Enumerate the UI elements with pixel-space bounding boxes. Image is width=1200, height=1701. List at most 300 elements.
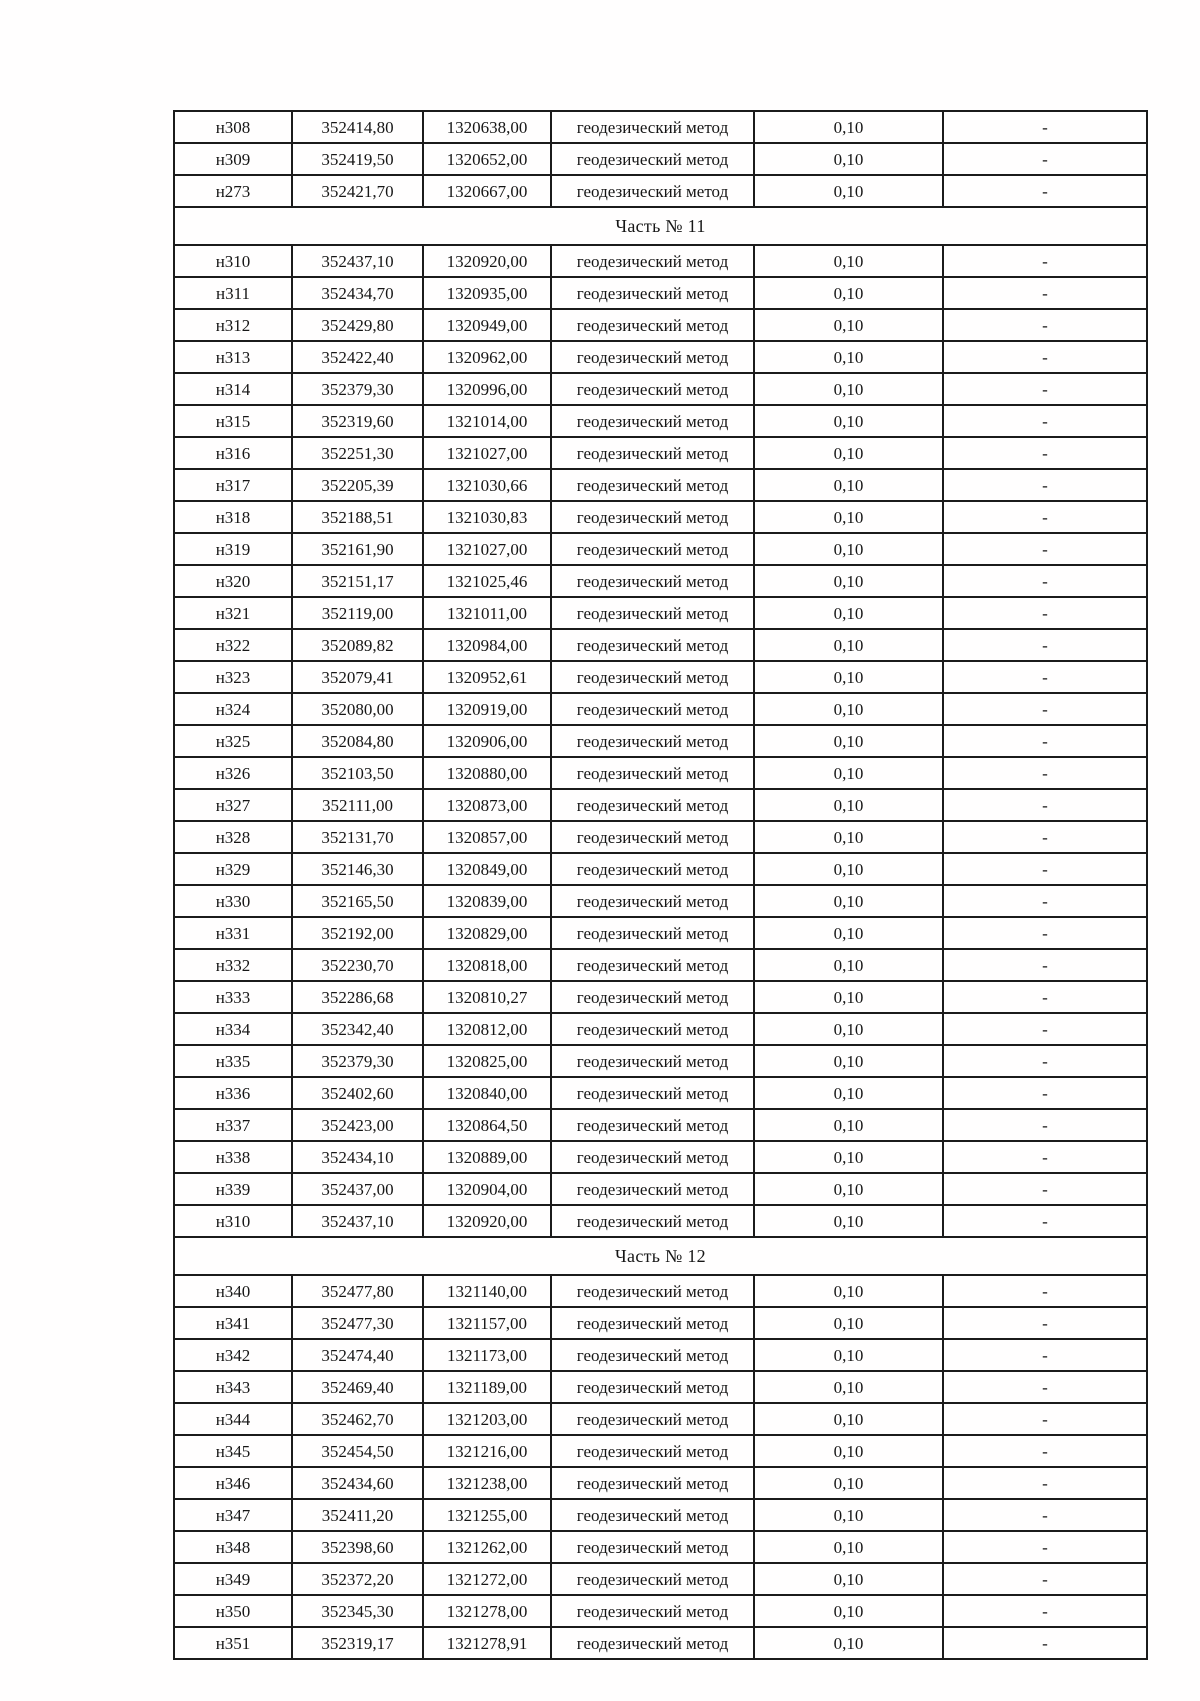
note-cell: -: [943, 143, 1147, 175]
method-cell: геодезический метод: [551, 1595, 754, 1627]
method-cell: геодезический метод: [551, 1109, 754, 1141]
coord-x-cell: 352372,20: [292, 1563, 423, 1595]
table-row: [174, 565, 1147, 597]
table-row: [174, 1371, 1147, 1403]
precision-cell: 0,10: [754, 1563, 943, 1595]
point-id-cell: н326: [174, 757, 292, 789]
method-cell: геодезический метод: [551, 1467, 754, 1499]
precision-cell: 0,10: [754, 1173, 943, 1205]
note-cell: -: [943, 1627, 1147, 1659]
section-header-row: [174, 1237, 1147, 1275]
table-row: [174, 1205, 1147, 1237]
method-cell: геодезический метод: [551, 1205, 754, 1237]
table-row: [174, 277, 1147, 309]
precision-cell: 0,10: [754, 1467, 943, 1499]
coord-y-cell: 1321011,00: [423, 597, 551, 629]
note-cell: -: [943, 1371, 1147, 1403]
note-cell: -: [943, 501, 1147, 533]
coord-x-cell: 352462,70: [292, 1403, 423, 1435]
coord-y-cell: 1321203,00: [423, 1403, 551, 1435]
method-cell: геодезический метод: [551, 143, 754, 175]
point-id-cell: н311: [174, 277, 292, 309]
method-cell: геодезический метод: [551, 341, 754, 373]
point-id-cell: н345: [174, 1435, 292, 1467]
coord-x-cell: 352084,80: [292, 725, 423, 757]
coord-x-cell: 352477,30: [292, 1307, 423, 1339]
coord-x-cell: 352477,80: [292, 1275, 423, 1307]
note-cell: -: [943, 597, 1147, 629]
method-cell: геодезический метод: [551, 1307, 754, 1339]
note-cell: -: [943, 1595, 1147, 1627]
note-cell: -: [943, 1307, 1147, 1339]
method-cell: геодезический метод: [551, 789, 754, 821]
coord-y-cell: 1320667,00: [423, 175, 551, 207]
table-row: [174, 1403, 1147, 1435]
method-cell: геодезический метод: [551, 949, 754, 981]
note-cell: -: [943, 1141, 1147, 1173]
method-cell: геодезический метод: [551, 1013, 754, 1045]
coord-y-cell: 1321027,00: [423, 533, 551, 565]
coord-y-cell: 1321238,00: [423, 1467, 551, 1499]
point-id-cell: н320: [174, 565, 292, 597]
point-id-cell: н330: [174, 885, 292, 917]
coord-y-cell: 1321272,00: [423, 1563, 551, 1595]
coord-y-cell: 1320889,00: [423, 1141, 551, 1173]
table-row: [174, 629, 1147, 661]
precision-cell: 0,10: [754, 373, 943, 405]
method-cell: геодезический метод: [551, 277, 754, 309]
point-id-cell: н315: [174, 405, 292, 437]
coord-y-cell: 1320849,00: [423, 853, 551, 885]
method-cell: геодезический метод: [551, 917, 754, 949]
precision-cell: 0,10: [754, 1109, 943, 1141]
point-id-cell: н336: [174, 1077, 292, 1109]
coord-x-cell: 352434,60: [292, 1467, 423, 1499]
precision-cell: 0,10: [754, 1339, 943, 1371]
coord-y-cell: 1320952,61: [423, 661, 551, 693]
precision-cell: 0,10: [754, 949, 943, 981]
point-id-cell: н324: [174, 693, 292, 725]
coord-y-cell: 1320873,00: [423, 789, 551, 821]
point-id-cell: н331: [174, 917, 292, 949]
coord-x-cell: 352161,90: [292, 533, 423, 565]
point-id-cell: н342: [174, 1339, 292, 1371]
note-cell: -: [943, 1173, 1147, 1205]
coord-x-cell: 352345,30: [292, 1595, 423, 1627]
table-row: [174, 1077, 1147, 1109]
precision-cell: 0,10: [754, 629, 943, 661]
coord-x-cell: 352469,40: [292, 1371, 423, 1403]
table-row: [174, 309, 1147, 341]
table-row: [174, 373, 1147, 405]
coord-x-cell: 352146,30: [292, 853, 423, 885]
coord-y-cell: 1321278,00: [423, 1595, 551, 1627]
note-cell: -: [943, 1205, 1147, 1237]
coord-x-cell: 352421,70: [292, 175, 423, 207]
table-row: [174, 885, 1147, 917]
table-row: [174, 789, 1147, 821]
precision-cell: 0,10: [754, 1595, 943, 1627]
note-cell: -: [943, 111, 1147, 143]
coordinates-table-body: [174, 111, 1147, 1659]
coord-x-cell: 352379,30: [292, 373, 423, 405]
note-cell: -: [943, 309, 1147, 341]
coord-y-cell: 1320996,00: [423, 373, 551, 405]
coord-y-cell: 1320810,27: [423, 981, 551, 1013]
precision-cell: 0,10: [754, 885, 943, 917]
coord-x-cell: 352205,39: [292, 469, 423, 501]
coord-y-cell: 1321189,00: [423, 1371, 551, 1403]
precision-cell: 0,10: [754, 917, 943, 949]
point-id-cell: н310: [174, 1205, 292, 1237]
precision-cell: 0,10: [754, 143, 943, 175]
precision-cell: 0,10: [754, 245, 943, 277]
coord-y-cell: 1321216,00: [423, 1435, 551, 1467]
precision-cell: 0,10: [754, 405, 943, 437]
coord-x-cell: 352319,60: [292, 405, 423, 437]
coord-y-cell: 1320962,00: [423, 341, 551, 373]
note-cell: -: [943, 373, 1147, 405]
table-row: [174, 725, 1147, 757]
coord-y-cell: 1320825,00: [423, 1045, 551, 1077]
coord-y-cell: 1321157,00: [423, 1307, 551, 1339]
note-cell: -: [943, 629, 1147, 661]
section-header: Часть № 12: [174, 1237, 1147, 1275]
coord-x-cell: 352188,51: [292, 501, 423, 533]
table-row: [174, 597, 1147, 629]
point-id-cell: н333: [174, 981, 292, 1013]
coord-y-cell: 1321014,00: [423, 405, 551, 437]
point-id-cell: н340: [174, 1275, 292, 1307]
coord-y-cell: 1320919,00: [423, 693, 551, 725]
coord-x-cell: 352419,50: [292, 143, 423, 175]
coord-x-cell: 352089,82: [292, 629, 423, 661]
coord-x-cell: 352131,70: [292, 821, 423, 853]
method-cell: геодезический метод: [551, 693, 754, 725]
method-cell: геодезический метод: [551, 405, 754, 437]
method-cell: геодезический метод: [551, 1435, 754, 1467]
note-cell: -: [943, 661, 1147, 693]
table-row: [174, 437, 1147, 469]
note-cell: -: [943, 821, 1147, 853]
note-cell: -: [943, 405, 1147, 437]
note-cell: -: [943, 1013, 1147, 1045]
precision-cell: 0,10: [754, 1371, 943, 1403]
table-row: [174, 1045, 1147, 1077]
table-row: [174, 1467, 1147, 1499]
coordinates-table: [173, 110, 1148, 1660]
table-row: [174, 111, 1147, 143]
coord-x-cell: 352286,68: [292, 981, 423, 1013]
table-row: [174, 1173, 1147, 1205]
point-id-cell: н332: [174, 949, 292, 981]
method-cell: геодезический метод: [551, 981, 754, 1013]
method-cell: геодезический метод: [551, 175, 754, 207]
method-cell: геодезический метод: [551, 373, 754, 405]
method-cell: геодезический метод: [551, 597, 754, 629]
method-cell: геодезический метод: [551, 437, 754, 469]
point-id-cell: н347: [174, 1499, 292, 1531]
precision-cell: 0,10: [754, 1499, 943, 1531]
coord-y-cell: 1321030,83: [423, 501, 551, 533]
precision-cell: 0,10: [754, 853, 943, 885]
coord-y-cell: 1321255,00: [423, 1499, 551, 1531]
note-cell: -: [943, 1403, 1147, 1435]
precision-cell: 0,10: [754, 341, 943, 373]
precision-cell: 0,10: [754, 111, 943, 143]
table-row: [174, 661, 1147, 693]
coord-y-cell: 1321278,91: [423, 1627, 551, 1659]
point-id-cell: н322: [174, 629, 292, 661]
coord-x-cell: 352434,70: [292, 277, 423, 309]
note-cell: -: [943, 533, 1147, 565]
note-cell: -: [943, 1045, 1147, 1077]
point-id-cell: н309: [174, 143, 292, 175]
coord-y-cell: 1320984,00: [423, 629, 551, 661]
table-row: [174, 501, 1147, 533]
method-cell: геодезический метод: [551, 885, 754, 917]
note-cell: -: [943, 565, 1147, 597]
note-cell: -: [943, 917, 1147, 949]
coord-x-cell: 352411,20: [292, 1499, 423, 1531]
note-cell: -: [943, 1467, 1147, 1499]
point-id-cell: н313: [174, 341, 292, 373]
precision-cell: 0,10: [754, 1627, 943, 1659]
coord-y-cell: 1321262,00: [423, 1531, 551, 1563]
coord-y-cell: 1320880,00: [423, 757, 551, 789]
note-cell: -: [943, 885, 1147, 917]
coord-y-cell: 1321173,00: [423, 1339, 551, 1371]
method-cell: геодезический метод: [551, 1403, 754, 1435]
note-cell: -: [943, 789, 1147, 821]
coord-x-cell: 352165,50: [292, 885, 423, 917]
precision-cell: 0,10: [754, 981, 943, 1013]
point-id-cell: н314: [174, 373, 292, 405]
coord-x-cell: 352342,40: [292, 1013, 423, 1045]
method-cell: геодезический метод: [551, 1339, 754, 1371]
coord-x-cell: 352251,30: [292, 437, 423, 469]
coord-y-cell: 1320949,00: [423, 309, 551, 341]
coord-x-cell: 352151,17: [292, 565, 423, 597]
table-row: [174, 1531, 1147, 1563]
method-cell: геодезический метод: [551, 661, 754, 693]
coord-y-cell: 1321140,00: [423, 1275, 551, 1307]
point-id-cell: н312: [174, 309, 292, 341]
precision-cell: 0,10: [754, 437, 943, 469]
point-id-cell: н344: [174, 1403, 292, 1435]
coord-y-cell: 1320829,00: [423, 917, 551, 949]
precision-cell: 0,10: [754, 1403, 943, 1435]
coord-y-cell: 1320818,00: [423, 949, 551, 981]
point-id-cell: н335: [174, 1045, 292, 1077]
note-cell: -: [943, 1531, 1147, 1563]
precision-cell: 0,10: [754, 565, 943, 597]
coord-x-cell: 352434,10: [292, 1141, 423, 1173]
note-cell: -: [943, 1339, 1147, 1371]
precision-cell: 0,10: [754, 1077, 943, 1109]
precision-cell: 0,10: [754, 1435, 943, 1467]
table-row: [174, 981, 1147, 1013]
method-cell: геодезический метод: [551, 1275, 754, 1307]
coord-x-cell: 352079,41: [292, 661, 423, 693]
coord-x-cell: 352423,00: [292, 1109, 423, 1141]
coord-y-cell: 1320920,00: [423, 1205, 551, 1237]
point-id-cell: н316: [174, 437, 292, 469]
method-cell: геодезический метод: [551, 1563, 754, 1595]
precision-cell: 0,10: [754, 1205, 943, 1237]
precision-cell: 0,10: [754, 1531, 943, 1563]
note-cell: -: [943, 341, 1147, 373]
point-id-cell: н346: [174, 1467, 292, 1499]
note-cell: -: [943, 1077, 1147, 1109]
precision-cell: 0,10: [754, 469, 943, 501]
point-id-cell: н349: [174, 1563, 292, 1595]
table-row: [174, 917, 1147, 949]
point-id-cell: н338: [174, 1141, 292, 1173]
table-row: [174, 1275, 1147, 1307]
coord-y-cell: 1320920,00: [423, 245, 551, 277]
table-row: [174, 1307, 1147, 1339]
point-id-cell: н351: [174, 1627, 292, 1659]
table-row: [174, 469, 1147, 501]
coord-x-cell: 352103,50: [292, 757, 423, 789]
coord-x-cell: 352119,00: [292, 597, 423, 629]
method-cell: геодезический метод: [551, 1531, 754, 1563]
point-id-cell: н273: [174, 175, 292, 207]
table-row: [174, 1595, 1147, 1627]
note-cell: -: [943, 1499, 1147, 1531]
table-row: [174, 405, 1147, 437]
coord-x-cell: 352080,00: [292, 693, 423, 725]
note-cell: -: [943, 693, 1147, 725]
coord-x-cell: 352379,30: [292, 1045, 423, 1077]
point-id-cell: н348: [174, 1531, 292, 1563]
method-cell: геодезический метод: [551, 1499, 754, 1531]
note-cell: -: [943, 981, 1147, 1013]
precision-cell: 0,10: [754, 501, 943, 533]
coord-y-cell: 1321030,66: [423, 469, 551, 501]
note-cell: -: [943, 175, 1147, 207]
point-id-cell: н343: [174, 1371, 292, 1403]
coord-y-cell: 1320857,00: [423, 821, 551, 853]
point-id-cell: н334: [174, 1013, 292, 1045]
method-cell: геодезический метод: [551, 821, 754, 853]
coord-x-cell: 352422,40: [292, 341, 423, 373]
method-cell: геодезический метод: [551, 469, 754, 501]
precision-cell: 0,10: [754, 725, 943, 757]
note-cell: -: [943, 437, 1147, 469]
precision-cell: 0,10: [754, 757, 943, 789]
precision-cell: 0,10: [754, 693, 943, 725]
coord-x-cell: 352414,80: [292, 111, 423, 143]
note-cell: -: [943, 853, 1147, 885]
method-cell: геодезический метод: [551, 111, 754, 143]
point-id-cell: н327: [174, 789, 292, 821]
table-row: [174, 1013, 1147, 1045]
note-cell: -: [943, 1275, 1147, 1307]
method-cell: геодезический метод: [551, 501, 754, 533]
note-cell: -: [943, 469, 1147, 501]
method-cell: геодезический метод: [551, 533, 754, 565]
precision-cell: 0,10: [754, 1141, 943, 1173]
method-cell: геодезический метод: [551, 1045, 754, 1077]
point-id-cell: н321: [174, 597, 292, 629]
note-cell: -: [943, 725, 1147, 757]
coord-y-cell: 1320652,00: [423, 143, 551, 175]
coord-x-cell: 352111,00: [292, 789, 423, 821]
note-cell: -: [943, 245, 1147, 277]
precision-cell: 0,10: [754, 821, 943, 853]
coord-x-cell: 352429,80: [292, 309, 423, 341]
note-cell: -: [943, 1109, 1147, 1141]
coord-x-cell: 352437,10: [292, 245, 423, 277]
point-id-cell: н310: [174, 245, 292, 277]
precision-cell: 0,10: [754, 789, 943, 821]
note-cell: -: [943, 949, 1147, 981]
precision-cell: 0,10: [754, 277, 943, 309]
coord-x-cell: 352230,70: [292, 949, 423, 981]
coord-x-cell: 352474,40: [292, 1339, 423, 1371]
coord-y-cell: 1320839,00: [423, 885, 551, 917]
table-row: [174, 821, 1147, 853]
coord-x-cell: 352319,17: [292, 1627, 423, 1659]
method-cell: геодезический метод: [551, 757, 754, 789]
note-cell: -: [943, 1435, 1147, 1467]
table-row: [174, 143, 1147, 175]
method-cell: геодезический метод: [551, 1077, 754, 1109]
method-cell: геодезический метод: [551, 1627, 754, 1659]
point-id-cell: н323: [174, 661, 292, 693]
coord-y-cell: 1320935,00: [423, 277, 551, 309]
note-cell: -: [943, 757, 1147, 789]
point-id-cell: н341: [174, 1307, 292, 1339]
precision-cell: 0,10: [754, 175, 943, 207]
section-header: Часть № 11: [174, 207, 1147, 245]
table-row: [174, 949, 1147, 981]
method-cell: геодезический метод: [551, 565, 754, 597]
table-row: [174, 533, 1147, 565]
table-row: [174, 853, 1147, 885]
precision-cell: 0,10: [754, 1307, 943, 1339]
point-id-cell: н319: [174, 533, 292, 565]
precision-cell: 0,10: [754, 597, 943, 629]
precision-cell: 0,10: [754, 1045, 943, 1077]
method-cell: геодезический метод: [551, 853, 754, 885]
table-row: [174, 1435, 1147, 1467]
coord-x-cell: 352437,00: [292, 1173, 423, 1205]
method-cell: геодезический метод: [551, 245, 754, 277]
coord-x-cell: 352437,10: [292, 1205, 423, 1237]
note-cell: -: [943, 277, 1147, 309]
precision-cell: 0,10: [754, 309, 943, 341]
point-id-cell: н339: [174, 1173, 292, 1205]
coord-x-cell: 352454,50: [292, 1435, 423, 1467]
table-row: [174, 1499, 1147, 1531]
precision-cell: 0,10: [754, 533, 943, 565]
table-row: [174, 175, 1147, 207]
coord-y-cell: 1320904,00: [423, 1173, 551, 1205]
point-id-cell: н308: [174, 111, 292, 143]
coord-y-cell: 1320638,00: [423, 111, 551, 143]
method-cell: геодезический метод: [551, 1141, 754, 1173]
coord-x-cell: 352192,00: [292, 917, 423, 949]
coord-y-cell: 1321025,46: [423, 565, 551, 597]
table-row: [174, 1141, 1147, 1173]
method-cell: геодезический метод: [551, 725, 754, 757]
note-cell: -: [943, 1563, 1147, 1595]
method-cell: геодезический метод: [551, 1371, 754, 1403]
coord-y-cell: 1320864,50: [423, 1109, 551, 1141]
